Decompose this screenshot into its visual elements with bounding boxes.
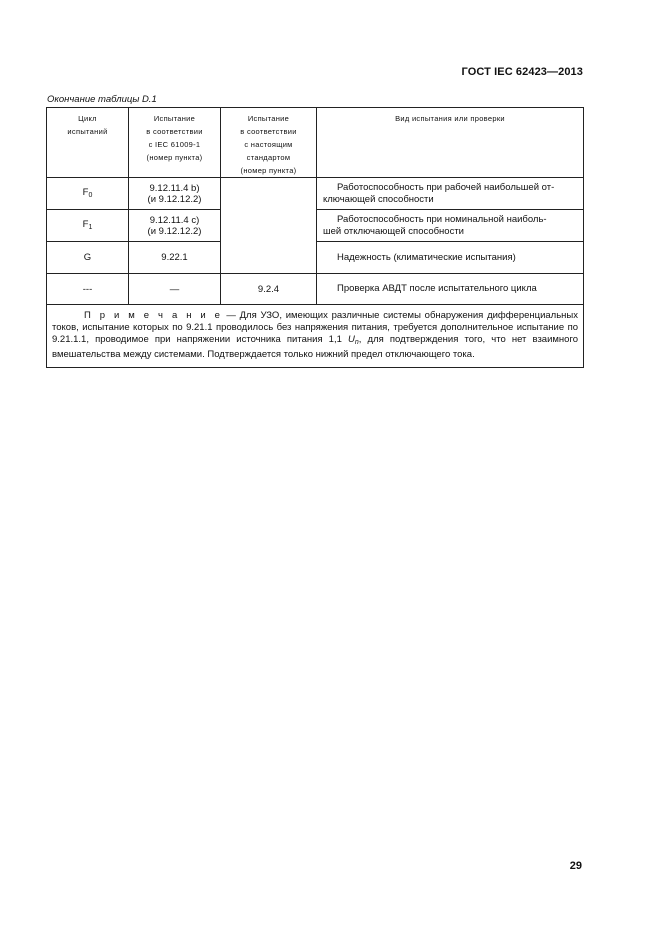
- iec-clause-line: 9.12.11.4 b): [149, 182, 200, 194]
- note-variable-subscript: n: [354, 339, 359, 346]
- test-kind-line: Надежность (климатические испытания): [337, 251, 516, 263]
- header-iec-clause: [129, 108, 221, 178]
- header-line: Цикл: [78, 114, 97, 123]
- header-line: с IEC 61009-1: [148, 140, 201, 149]
- table-header-row: [47, 108, 584, 178]
- header-line: с настоящим: [244, 140, 293, 149]
- iec-clause-line: 9.12.11.4 c): [149, 214, 200, 226]
- test-kind-cell: [317, 178, 584, 210]
- header-line: в соответствии: [146, 127, 203, 136]
- document-code: ГОСТ IEC 62423—2013: [461, 66, 583, 78]
- header-line: Вид испытания или проверки: [395, 114, 505, 123]
- note-variable: U: [348, 334, 355, 345]
- test-kind-line: Работоспособность при рабочей наибольшей от-: [337, 181, 555, 193]
- iec-clause-cell: [129, 242, 221, 274]
- cycle-subscript: 0: [88, 191, 93, 199]
- table-row: [47, 178, 584, 210]
- iec-clause-cell: [129, 274, 221, 305]
- header-line: (номер пункта): [240, 166, 297, 175]
- header-line: (номер пункта): [146, 153, 203, 162]
- cycle-symbol: G: [83, 252, 92, 263]
- standard-clause-line: 9.2.4: [257, 283, 280, 295]
- header-line: испытаний: [67, 127, 108, 136]
- test-kind-line: Проверка АВДТ после испытательного цикла: [337, 283, 537, 294]
- iec-clause-line: 9.22.1: [161, 252, 188, 263]
- cycle-cell: [47, 210, 129, 242]
- table-note: [47, 305, 584, 368]
- header-standard-clause: [221, 108, 317, 178]
- iec-clause-line: —: [169, 283, 180, 295]
- iec-clause-cell: [129, 210, 221, 242]
- test-kind-cell: [317, 242, 584, 274]
- table-note-row: [47, 305, 584, 368]
- header-line: в соответствии: [240, 127, 297, 136]
- page-number: 29: [569, 860, 582, 872]
- cycle-subscript: 1: [88, 223, 93, 231]
- test-kind-cell: [317, 274, 584, 305]
- test-kind-line: ключающей способности: [323, 193, 434, 205]
- table-row: [47, 274, 584, 305]
- cycle-symbol: F: [82, 186, 89, 198]
- header-line: стандартом: [246, 153, 291, 162]
- test-cycles-table: [46, 107, 584, 368]
- table-caption: Окончание таблицы D.1: [47, 94, 157, 105]
- iec-clause-cell: [129, 178, 221, 210]
- header-line: Испытание: [153, 114, 196, 123]
- note-text: — Для УЗО, имеющих различные системы обнаружения дифференциальных токов, испытание которых по 9.21.1 проводилось без напряжения питания, требуется дополнительное испытание по 9.21.1.1, проводимое при напряжении источника питания 1,1: [52, 310, 578, 345]
- cycle-cell: [47, 242, 129, 274]
- cycle-cell: [47, 178, 129, 210]
- note-label: П р и м е ч а н и е: [84, 310, 223, 321]
- test-kind-cell: [317, 210, 584, 242]
- test-kind-line: шей отключающей способности: [323, 225, 464, 237]
- test-kind-line: Работоспособность при номинальной наиболь-: [337, 213, 547, 225]
- standard-clause-cell: [221, 274, 317, 305]
- header-cycle: [47, 108, 129, 178]
- iec-clause-line: (и 9.12.12.2): [147, 225, 202, 237]
- note-text: , для подтверждения того, что нет взаимного вмешательства между системами. Подтверждается только нижний предел отключающего тока.: [52, 334, 578, 360]
- iec-clause-line: (и 9.12.12.2): [147, 193, 202, 205]
- cycle-symbol: F: [82, 218, 89, 230]
- header-test-kind: [317, 108, 584, 178]
- standard-clause-cell-merged: [221, 178, 317, 274]
- header-line: Испытание: [247, 114, 290, 123]
- cycle-symbol: ---: [82, 283, 93, 295]
- cycle-cell: [47, 274, 129, 305]
